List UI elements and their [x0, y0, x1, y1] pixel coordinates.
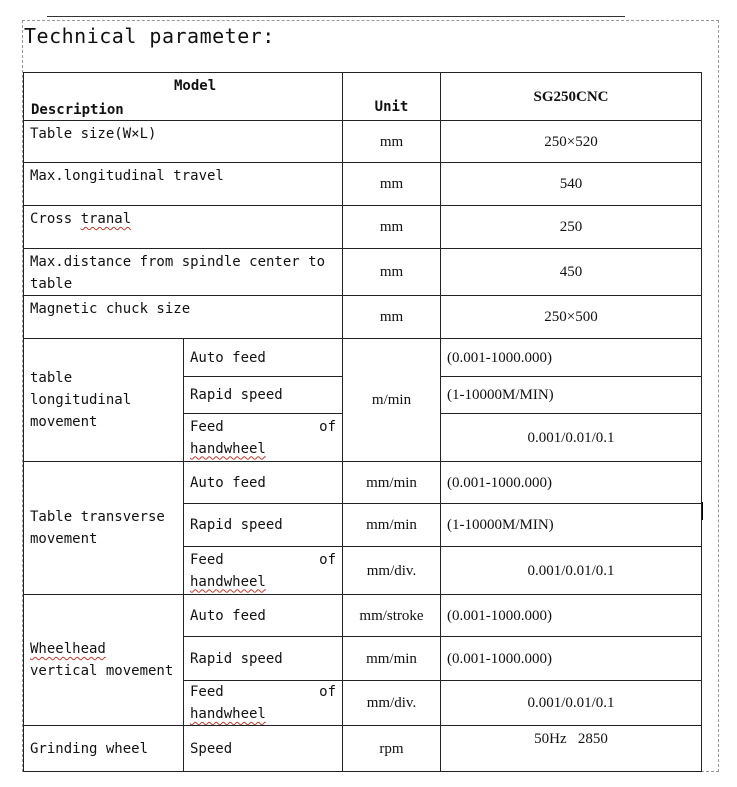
- group-label-word: Wheelhead: [30, 641, 106, 657]
- header-row: [24, 73, 702, 121]
- of-word: of: [319, 551, 336, 568]
- row-value: 540: [441, 163, 702, 206]
- table-row: [24, 249, 702, 296]
- description-label: Description: [31, 102, 124, 118]
- row-description: Magnetic chuck size: [24, 296, 343, 339]
- sub-label: Rapid speed: [184, 637, 343, 681]
- table-row: [24, 121, 702, 163]
- sub-label: Speed: [184, 726, 343, 772]
- group-label: Grinding wheel: [24, 726, 184, 772]
- sub-label: Auto feed: [184, 595, 343, 637]
- table-row: [24, 296, 702, 339]
- group-label: [24, 595, 184, 726]
- header-description-cell: [24, 73, 343, 121]
- row-description: Table size(W×L): [24, 121, 343, 163]
- table-row: [24, 726, 702, 772]
- feed-of-line: [190, 681, 336, 703]
- table-row: [24, 595, 702, 637]
- model-name: SG250CNC: [441, 73, 702, 121]
- group-label: table longitudinal movement: [24, 339, 184, 462]
- unit-header: Unit: [343, 73, 441, 121]
- section-heading: Technical parameter:: [24, 24, 275, 48]
- misspelled-word: tranal: [80, 211, 132, 227]
- table-row: [24, 339, 702, 377]
- row-unit: mm/div.: [343, 547, 441, 595]
- table-row: [24, 462, 702, 504]
- row-description: Max.longitudinal travel: [24, 163, 343, 206]
- feed-word: Feed: [190, 684, 224, 700]
- row-value: 50Hz 2850: [441, 726, 702, 772]
- row-value: 450: [441, 249, 702, 296]
- row-description-text: Cross: [30, 211, 81, 227]
- feed-word: Feed: [190, 551, 224, 568]
- row-unit: mm/min: [343, 462, 441, 504]
- spec-table: [23, 72, 702, 772]
- row-value: 0.001/0.01/0.1: [441, 414, 702, 462]
- row-value: (1-10000M/MIN): [441, 504, 702, 547]
- row-unit: rpm: [343, 726, 441, 772]
- row-unit: mm: [343, 296, 441, 339]
- row-value: 0.001/0.01/0.1: [441, 681, 702, 726]
- handwheel-word: handwheel: [190, 573, 266, 590]
- row-unit: mm/min: [343, 637, 441, 681]
- sub-label: [184, 547, 343, 595]
- sub-label: [184, 681, 343, 726]
- group-label-rest: vertical movement: [30, 663, 174, 679]
- row-unit: mm/min: [343, 504, 441, 547]
- row-value: (0.001-1000.000): [441, 462, 702, 504]
- feed-of-line: [190, 416, 336, 438]
- handwheel-word: handwheel: [190, 706, 266, 722]
- row-value: 0.001/0.01/0.1: [441, 547, 702, 595]
- sub-label: Rapid speed: [184, 377, 343, 414]
- row-value: 250×500: [441, 296, 702, 339]
- group-label: Table transverse movement: [24, 462, 184, 595]
- row-value: (0.001-1000.000): [441, 595, 702, 637]
- row-unit: mm: [343, 206, 441, 249]
- model-label: Model: [174, 78, 217, 94]
- sub-label: Auto feed: [184, 339, 343, 377]
- row-unit: mm: [343, 121, 441, 163]
- row-unit: mm: [343, 163, 441, 206]
- feed-of-line: [190, 549, 336, 571]
- row-value: (0.001-1000.000): [441, 637, 702, 681]
- table-row: [24, 163, 702, 206]
- feed-word: Feed: [190, 418, 224, 435]
- top-rule: [47, 16, 625, 17]
- group-unit: m/min: [343, 339, 441, 462]
- row-unit: mm/div.: [343, 681, 441, 726]
- of-word: of: [319, 418, 336, 435]
- row-value: (1-10000M/MIN): [441, 377, 702, 414]
- text-cursor: [702, 502, 703, 520]
- sub-label: Auto feed: [184, 462, 343, 504]
- row-description: Max.distance from spindle center to table: [24, 249, 343, 296]
- sub-label: Rapid speed: [184, 504, 343, 547]
- of-word: of: [319, 684, 336, 700]
- row-value: 250×520: [441, 121, 702, 163]
- row-description: [24, 206, 343, 249]
- handwheel-word: handwheel: [190, 440, 266, 457]
- row-value: (0.001-1000.000): [441, 339, 702, 377]
- table-row: [24, 206, 702, 249]
- row-value: 250: [441, 206, 702, 249]
- row-unit: mm: [343, 249, 441, 296]
- sub-label: [184, 414, 343, 462]
- row-unit: mm/stroke: [343, 595, 441, 637]
